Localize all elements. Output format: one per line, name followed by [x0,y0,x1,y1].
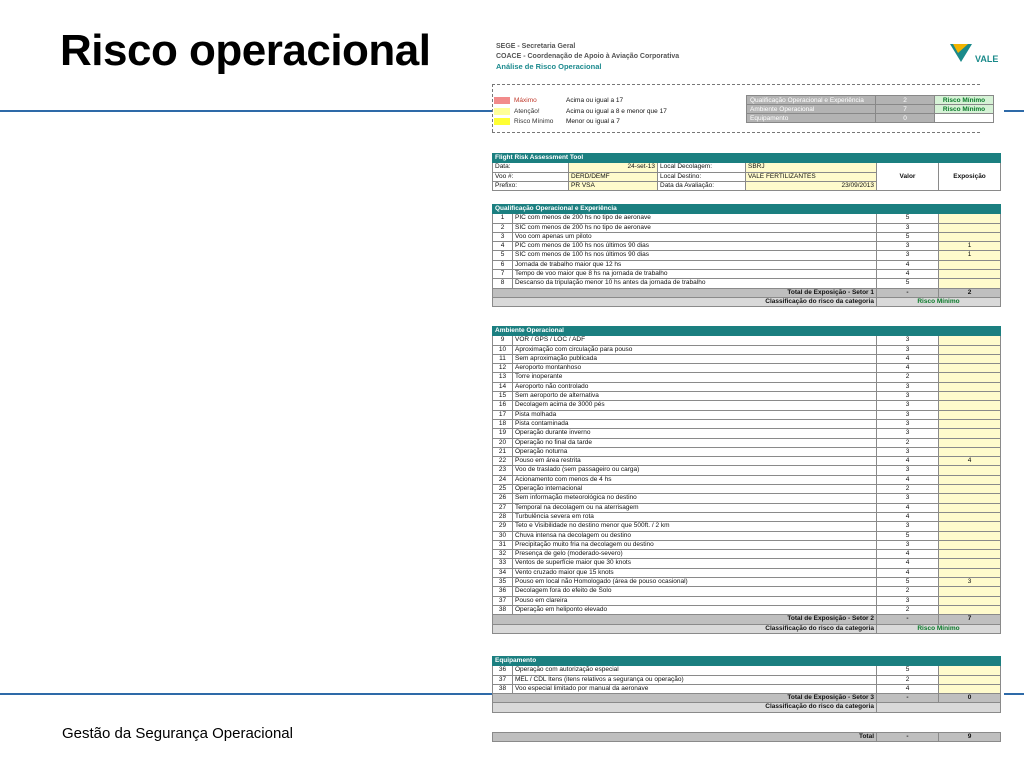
risk-item-row [493,345,1001,354]
slide-title: Risco operacional [60,26,431,75]
item-number: 21 [493,447,513,456]
item-description: Chuva intensa na decolagem ou destino [513,531,877,540]
valor-header: Valor [877,163,939,191]
legend-summary-label: Equipamento [747,114,876,123]
risk-item-row [493,270,1001,279]
item-valor: 3 [877,410,939,419]
item-valor: 4 [877,684,939,693]
legend-item [494,96,623,105]
item-description: Acionamento com menos de 4 hs [513,475,877,484]
item-number: 13 [493,373,513,382]
risk-item-row [493,242,1001,251]
section-total-label: Total de Exposição - Setor 3 [493,694,877,703]
legend-description: Acima ou igual a 17 [566,97,624,104]
legend-name: Máximo [514,97,537,104]
item-number: 5 [493,251,513,260]
legend-summary-label: Ambiente Operacional [747,105,876,114]
item-number: 28 [493,512,513,521]
item-valor: 3 [877,382,939,391]
item-exposicao-input[interactable] [939,675,1001,684]
item-exposicao-input[interactable] [939,522,1001,531]
item-number: 6 [493,260,513,269]
item-exposicao-input[interactable] [939,512,1001,521]
decolagem-value: SBRJ [746,163,877,172]
item-valor: 3 [877,540,939,549]
item-description: Temporal na decolagem ou na aterrisagem [513,503,877,512]
prefixo-value: PR VSA [569,181,658,190]
risk-section-table [492,326,1001,634]
item-exposicao-input[interactable] [939,214,1001,223]
item-number: 23 [493,466,513,475]
item-description: Turbulência severa em rota [513,512,877,521]
item-description: Operação em heliponto elevado [513,605,877,614]
risk-item-row [493,232,1001,241]
item-exposicao-input[interactable] [939,559,1001,568]
item-exposicao-input[interactable] [939,531,1001,540]
header-line-1: SEGE - Secretaria Geral [496,43,576,50]
item-exposicao-input[interactable] [939,419,1001,428]
item-exposicao-input[interactable] [939,596,1001,605]
risk-item-row [493,605,1001,614]
legend-name: Atenção! [514,108,540,115]
grand-total-label: Total [493,733,877,742]
item-number: 9 [493,336,513,345]
section-total-row [493,615,1001,624]
risk-item-row [493,596,1001,605]
item-valor: 4 [877,503,939,512]
risk-item-row [493,666,1001,675]
item-valor: 2 [877,605,939,614]
item-description: Pista molhada [513,410,877,419]
section-total-valor: - [877,615,939,624]
item-exposicao-input[interactable] [939,540,1001,549]
item-description: Operação com autorização especial [513,666,877,675]
legend-summary-table [746,95,994,123]
item-description: Jornada de trabalho maior que 12 hs [513,260,877,269]
vale-logo-accent [953,44,968,53]
item-valor: 3 [877,345,939,354]
item-number: 32 [493,550,513,559]
item-description: PIC com menos de 100 hs nos últimos 90 dias [513,242,877,251]
risk-item-row [493,522,1001,531]
legend-item [494,107,667,116]
risk-assessment-sheet [490,40,1004,768]
grand-total-row [493,733,1001,742]
risk-item-row [493,438,1001,447]
item-number: 14 [493,382,513,391]
legend-summary-value: 2 [876,96,935,105]
item-number: 22 [493,457,513,466]
legend-description: Acima ou igual a 8 e menor que 17 [566,108,667,115]
footer-rule [0,693,492,695]
item-description: Sem informação meteorológica no destino [513,494,877,503]
item-exposicao-input[interactable]: 1 [939,251,1001,260]
section-class-row [493,297,1001,306]
section-total-label: Total de Exposição - Setor 1 [493,288,877,297]
legend-summary-risk [935,114,994,123]
item-exposicao-input[interactable] [939,410,1001,419]
section-class-label: Classificação do risco da categoria [493,624,877,633]
risk-item-row [493,540,1001,549]
item-description: Voo com apenas um piloto [513,232,877,241]
item-description: SIC com menos de 200 hs no tipo de aeronave [513,223,877,232]
legend-border-top [492,84,980,85]
item-number: 3 [493,232,513,241]
item-valor: 3 [877,522,939,531]
item-valor: 3 [877,242,939,251]
item-description: Pouso em local não Homologado (área de pouso ocasional) [513,578,877,587]
section-class-value: Risco Mínimo [877,297,1001,306]
item-valor: 4 [877,550,939,559]
item-valor: 4 [877,270,939,279]
item-description: Pouso em clareira [513,596,877,605]
item-valor: 3 [877,336,939,345]
item-description: Vento cruzado maior que 15 knots [513,568,877,577]
section-total-valor: - [877,694,939,703]
item-number: 30 [493,531,513,540]
footer-rule-right [1004,693,1024,695]
section-class-label: Classificação do risco da categoria [493,703,877,712]
item-number: 34 [493,568,513,577]
legend-border-bottom [492,132,980,133]
item-exposicao-input[interactable] [939,568,1001,577]
item-description: Voo de traslado (sem passageiro ou carga) [513,466,877,475]
item-valor: 2 [877,373,939,382]
item-exposicao-input[interactable] [939,605,1001,614]
item-valor: 3 [877,392,939,401]
section-total-row [493,694,1001,703]
item-number: 36 [493,587,513,596]
risk-item-row [493,401,1001,410]
item-number: 4 [493,242,513,251]
item-valor: 3 [877,447,939,456]
risk-item-row [493,447,1001,456]
risk-item-row [493,373,1001,382]
item-valor: 2 [877,438,939,447]
data-value: 24-set-13 [569,163,658,172]
item-exposicao-input[interactable] [939,587,1001,596]
section-class-row [493,624,1001,633]
grand-total-table [492,732,1001,742]
risk-item-row [493,559,1001,568]
risk-item-row [493,336,1001,345]
item-valor: 4 [877,512,939,521]
item-exposicao-input[interactable]: 3 [939,578,1001,587]
item-number: 17 [493,410,513,419]
item-description: Teto e Visibilidade no destino menor que 500ft. / 2 km [513,522,877,531]
decolagem-label: Local Decolagem: [658,163,746,172]
item-exposicao-input[interactable] [939,503,1001,512]
item-number: 35 [493,578,513,587]
item-number: 11 [493,354,513,363]
legend-summary-label: Qualificação Operacional e Experiência [747,96,876,105]
item-number: 24 [493,475,513,484]
item-exposicao-input[interactable] [939,485,1001,494]
risk-item-row [493,382,1001,391]
item-number: 15 [493,392,513,401]
item-exposicao-input[interactable] [939,429,1001,438]
item-description: Aeroporto montanhoso [513,364,877,373]
legend-swatch [494,97,510,104]
section-total-exposicao: 2 [939,288,1001,297]
risk-item-row [493,457,1001,466]
item-description: Operação no final da tarde [513,438,877,447]
item-valor: 5 [877,578,939,587]
risk-item-row [493,429,1001,438]
item-description: Sem aproximação publicada [513,354,877,363]
item-valor: 3 [877,429,939,438]
legend-summary-row [747,114,994,123]
item-description: Tempo de voo maior que 8 hs na jornada de trabalho [513,270,877,279]
item-valor: 4 [877,559,939,568]
section-class-value: Risco Mínimo [877,624,1001,633]
section-total-exposicao: 0 [939,694,1001,703]
risk-item-row [493,392,1001,401]
item-valor: 4 [877,260,939,269]
legend-swatch [494,108,510,115]
item-description: Operação internacional [513,485,877,494]
section-title: Equipamento [493,657,1001,666]
item-valor: 3 [877,596,939,605]
item-description: VOR / GPS / LOC / ADF [513,336,877,345]
grand-total-valor: - [877,733,939,742]
item-description: Presença de gelo (moderado-severo) [513,550,877,559]
item-description: Operação noturna [513,447,877,456]
item-exposicao-input[interactable] [939,223,1001,232]
item-valor: 3 [877,401,939,410]
item-valor: 4 [877,364,939,373]
item-exposicao-input[interactable] [939,401,1001,410]
risk-item-row [493,251,1001,260]
risk-item-row [493,568,1001,577]
item-exposicao-input[interactable] [939,550,1001,559]
item-exposicao-input[interactable] [939,466,1001,475]
item-exposicao-input[interactable] [939,279,1001,288]
legend-border-left [492,84,493,132]
legend-name: Risco Mínimo [514,118,554,125]
flight-info-table [492,153,1001,191]
item-valor: 5 [877,666,939,675]
item-number: 36 [493,666,513,675]
risk-item-row [493,223,1001,232]
section-title: Ambiente Operacional [493,327,1001,336]
risk-item-row [493,550,1001,559]
exposicao-header: Exposição [939,163,1001,191]
data-label: Data: [493,163,569,172]
item-valor: 4 [877,354,939,363]
header-line-3: Análise de Risco Operacional [496,62,602,71]
legend-summary-row [747,105,994,114]
risk-item-row [493,419,1001,428]
legend-summary-value: 0 [876,114,935,123]
risk-item-row [493,214,1001,223]
item-valor: 4 [877,568,939,577]
risk-item-row [493,578,1001,587]
destino-value: VALE FERTILIZANTES [746,172,877,181]
item-exposicao-input[interactable] [939,336,1001,345]
item-number: 29 [493,522,513,531]
item-exposicao-input[interactable] [939,260,1001,269]
risk-item-row [493,466,1001,475]
prefixo-label: Prefixo: [493,181,569,190]
item-description: Descanso da tripulação menor 10 hs antes da jornada de trabalho [513,279,877,288]
risk-item-row [493,587,1001,596]
item-description: Aeroporto não controlado [513,382,877,391]
item-valor: 5 [877,531,939,540]
item-exposicao-input[interactable] [939,447,1001,456]
legend-item [494,117,620,126]
vale-logo-text: VALE [975,54,999,64]
title-underline-right [1004,110,1024,112]
section-class-value [877,703,1001,712]
avaliacao-value: 23/09/2013 [746,181,877,190]
legend-summary-risk: Risco Mínimo [935,105,994,114]
item-number: 38 [493,684,513,693]
vale-logo [942,44,1002,66]
item-number: 25 [493,485,513,494]
item-valor: 2 [877,587,939,596]
risk-item-row [493,410,1001,419]
item-description: Voo especial limitado por manual da aeronave [513,684,877,693]
item-number: 2 [493,223,513,232]
voo-label: Voo #: [493,172,569,181]
item-valor: 2 [877,485,939,494]
item-description: SIC com menos de 100 hs nos últimos 90 dias [513,251,877,260]
item-description: Ventos de superfície maior que 30 knots [513,559,877,568]
item-description: Precipitação muito fria na decolagem ou destino [513,540,877,549]
item-number: 37 [493,675,513,684]
item-number: 12 [493,364,513,373]
item-number: 10 [493,345,513,354]
item-valor: 3 [877,223,939,232]
risk-item-row [493,512,1001,521]
item-valor: 4 [877,475,939,484]
header-line-2: COACE - Coordenação de Apoio à Aviação Corporativa [496,53,680,60]
section-class-row [493,703,1001,712]
legend-summary-risk: Risco Mínimo [935,96,994,105]
item-valor: 3 [877,419,939,428]
item-description: Torre inoperante [513,373,877,382]
avaliacao-label: Data da Avaliação: [658,181,746,190]
item-description: Pista contaminada [513,419,877,428]
item-exposicao-input[interactable] [939,392,1001,401]
risk-item-row [493,364,1001,373]
section-total-label: Total de Exposição - Setor 2 [493,615,877,624]
risk-item-row [493,684,1001,693]
item-exposicao-input[interactable] [939,684,1001,693]
item-number: 38 [493,605,513,614]
item-exposicao-input[interactable] [939,232,1001,241]
item-number: 20 [493,438,513,447]
item-exposicao-input[interactable] [939,270,1001,279]
section-class-label: Classificação do risco da categoria [493,297,877,306]
item-description: MEL / CDL Itens (itens relativos a segurança ou operação) [513,675,877,684]
item-description: Decolagem acima de 3000 pés [513,401,877,410]
item-exposicao-input[interactable] [939,382,1001,391]
risk-section-table [492,656,1001,713]
legend-summary-value: 7 [876,105,935,114]
item-exposicao-input[interactable] [939,475,1001,484]
slide-footer: Gestão da Segurança Operacional [62,725,293,742]
title-underline [0,110,492,112]
item-number: 7 [493,270,513,279]
item-description: Decolagem fora do efeito de Solo [513,587,877,596]
item-exposicao-input[interactable] [939,494,1001,503]
item-number: 27 [493,503,513,512]
grand-total-exposicao: 9 [939,733,1001,742]
item-number: 16 [493,401,513,410]
legend-swatch [494,118,510,125]
item-number: 37 [493,596,513,605]
legend-description: Menor ou igual a 7 [566,118,620,125]
item-number: 26 [493,494,513,503]
item-exposicao-input[interactable] [939,438,1001,447]
risk-section-table [492,204,1001,307]
legend-summary-row [747,96,994,105]
risk-item-row [493,485,1001,494]
section-title: Qualificação Operacional e Experiência [493,205,1001,214]
item-valor: 5 [877,232,939,241]
item-number: 33 [493,559,513,568]
risk-item-row [493,260,1001,269]
item-valor: 3 [877,466,939,475]
risk-item-row [493,279,1001,288]
item-valor: 5 [877,214,939,223]
destino-label: Local Destino: [658,172,746,181]
item-valor: 5 [877,279,939,288]
item-valor: 2 [877,675,939,684]
item-description: Operação durante inverno [513,429,877,438]
section-total-row [493,288,1001,297]
risk-item-row [493,354,1001,363]
item-exposicao-input[interactable]: 4 [939,457,1001,466]
tool-title: Flight Risk Assessment Tool [493,154,1001,163]
risk-item-row [493,475,1001,484]
item-description: Sem aeroporto de alternativa [513,392,877,401]
risk-item-row [493,675,1001,684]
section-total-valor: - [877,288,939,297]
risk-item-row [493,503,1001,512]
item-exposicao-input[interactable] [939,354,1001,363]
risk-item-row [493,531,1001,540]
risk-item-row [493,494,1001,503]
item-number: 19 [493,429,513,438]
item-valor: 3 [877,251,939,260]
voo-value: DERD/DEMF [569,172,658,181]
item-exposicao-input[interactable] [939,373,1001,382]
item-valor: 4 [877,457,939,466]
item-number: 8 [493,279,513,288]
item-number: 31 [493,540,513,549]
item-description: Pouso em área restrita [513,457,877,466]
item-exposicao-input[interactable] [939,345,1001,354]
section-total-exposicao: 7 [939,615,1001,624]
item-exposicao-input[interactable] [939,666,1001,675]
item-description: Aproximação com circulação para pouso [513,345,877,354]
item-valor: 3 [877,494,939,503]
item-number: 1 [493,214,513,223]
item-exposicao-input[interactable] [939,364,1001,373]
item-description: PIC com menos de 200 hs no tipo de aeronave [513,214,877,223]
item-number: 18 [493,419,513,428]
item-exposicao-input[interactable]: 1 [939,242,1001,251]
